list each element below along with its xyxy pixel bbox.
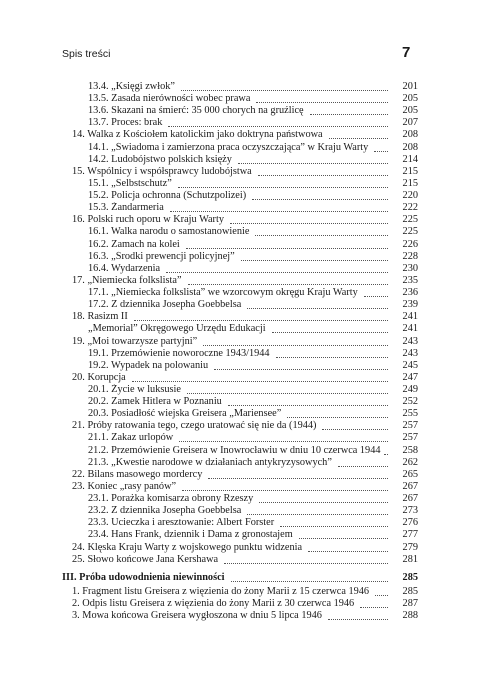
toc-leader-dots	[252, 198, 388, 200]
toc-entry	[88, 239, 418, 251]
toc-leader-dots	[280, 525, 388, 527]
toc-entry	[72, 420, 418, 432]
toc-leader-dots	[186, 247, 388, 249]
toc-entry-page: 247	[402, 371, 418, 383]
toc-entry-title: 15. Wspólnicy i współsprawcy ludobójstwa	[72, 165, 252, 177]
toc-entry-title: 15.1. „Selbstschutz”	[88, 177, 172, 189]
toc-entry-title: 13.5. Zasada nierówności wobec prawa	[88, 93, 251, 105]
toc-entry-page: 249	[402, 384, 418, 395]
toc-entry-page: 225	[402, 214, 418, 226]
toc-entry-title: 20. Korupcja	[72, 371, 126, 383]
toc-leader-dots	[168, 125, 388, 127]
toc-entry	[72, 275, 418, 287]
running-header-section: Spis treści	[62, 48, 111, 60]
toc-entry-page: 279	[402, 541, 418, 553]
toc-entry	[88, 226, 418, 238]
toc-leader-dots	[230, 222, 388, 224]
toc-leader-dots	[255, 234, 388, 236]
toc-entry-page: 276	[402, 517, 418, 529]
toc-leader-dots	[179, 440, 388, 442]
toc-leader-dots	[181, 89, 388, 91]
toc-leader-dots	[338, 465, 388, 467]
toc-entry	[88, 299, 418, 311]
toc-entry	[88, 493, 418, 505]
toc-leader-dots	[224, 562, 388, 564]
toc-leader-dots	[178, 186, 388, 188]
toc-entry-page: 236	[402, 287, 418, 299]
toc-entry-page: 241	[402, 311, 418, 323]
toc-entry-page: 267	[402, 480, 418, 492]
page-number: 7	[402, 44, 411, 61]
toc-leader-dots	[187, 392, 388, 394]
toc-leader-dots	[238, 162, 388, 164]
toc-entry	[88, 105, 418, 117]
toc-entry-title: „Memorial” Okręgowego Urzędu Edukacji	[88, 323, 266, 335]
toc-entry-page: 214	[402, 153, 418, 165]
toc-leader-dots	[329, 137, 388, 139]
toc-leader-dots	[322, 428, 388, 430]
toc-entry	[72, 166, 418, 178]
toc-entry-page: 267	[402, 493, 418, 505]
toc-entry	[88, 348, 418, 360]
toc-entry-page: 277	[402, 529, 418, 541]
toc-entry	[88, 505, 418, 517]
toc-entry	[88, 287, 418, 299]
toc-leader-dots	[132, 380, 388, 382]
toc-leader-dots	[231, 580, 388, 582]
toc-entry-page: 225	[402, 226, 418, 238]
toc-entry	[88, 93, 418, 105]
toc-entry	[88, 384, 418, 396]
toc-entry-page: 235	[402, 274, 418, 286]
toc-entry-title: 23.1. Porażka komisarza obrony Rzeszy	[88, 493, 254, 505]
toc-entry	[72, 469, 418, 481]
toc-leader-dots	[328, 618, 388, 620]
toc-entry-page: 285	[402, 585, 418, 597]
toc-entry-title: 20.3. Posiadłość wiejska Greisera „Mariensee”	[88, 408, 282, 420]
toc-entry	[88, 323, 418, 335]
toc-entry-title: 19.2. Wypadek na polowaniu	[88, 359, 209, 371]
toc-entry-title: 21.3. „Kwestie narodowe w działaniach antykryzysowych”	[88, 456, 332, 468]
toc-leader-dots	[299, 537, 388, 539]
toc-entry-title: 15.2. Policja ochronna (Schutzpolizei)	[88, 190, 247, 202]
toc-entry	[88, 142, 418, 154]
toc-entry-page: 243	[402, 335, 418, 347]
toc-entry	[88, 360, 418, 372]
toc-entry	[72, 372, 418, 384]
toc-entry	[72, 311, 418, 323]
toc-leader-dots	[256, 101, 388, 103]
toc-entry-title: 21.2. Przemówienie Greisera w Inowrocławiu w dniu 10 czerwca 1944	[88, 444, 381, 456]
toc-entry-page: 230	[402, 262, 418, 274]
toc-entry-page: 288	[402, 610, 418, 622]
toc-entry	[72, 481, 418, 493]
toc-entry	[72, 214, 418, 226]
toc-entry	[72, 586, 418, 598]
toc-leader-dots	[208, 477, 388, 479]
toc-leader-dots	[308, 550, 388, 552]
toc-entry-title: 25. Słowo końcowe Jana Kershawa	[72, 553, 219, 565]
toc-entry-page: 255	[402, 408, 418, 420]
toc-entry-page: 222	[402, 202, 418, 214]
toc-entry-page: 257	[402, 420, 418, 432]
toc-entry-page: 287	[402, 598, 418, 610]
toc-entry-page: 262	[402, 456, 418, 468]
toc-entry	[88, 251, 418, 263]
toc-entry-title: 16.1. Walka narodu o samostanowienie	[88, 226, 250, 238]
toc-entry-page: 273	[402, 505, 418, 517]
toc-entry	[88, 202, 418, 214]
toc-entry-page: 205	[402, 105, 418, 117]
toc-entry-page: 201	[402, 81, 418, 92]
toc-leader-dots	[182, 489, 388, 491]
toc-leader-dots	[272, 331, 388, 333]
toc-entry	[62, 572, 418, 584]
toc-entry-page: 205	[402, 93, 418, 105]
toc-entry-page: 257	[402, 432, 418, 444]
toc-entry-title: 20.2. Zamek Hitlera w Poznaniu	[88, 396, 222, 408]
toc-entry-page: 281	[402, 553, 418, 565]
toc-entry-title: 2. Odpis listu Greisera z więzienia do żony Marii z 30 czerwca 1946	[72, 598, 355, 610]
toc-leader-dots	[310, 113, 388, 115]
toc-entry-page: 239	[402, 299, 418, 311]
toc-entry-title: 3. Mowa końcowa Greisera wygłoszona w dniu 5 lipca 1946	[72, 610, 322, 622]
toc-entry-title: 23.2. Z dziennika Josepha Goebbelsa	[88, 505, 242, 517]
toc-leader-dots	[384, 453, 388, 455]
toc-entry-title: 16.3. „Środki prewencji policyjnej”	[88, 250, 235, 262]
toc-entry-page: 207	[402, 117, 418, 129]
toc-entry-title: 21. Próby ratowania tego, czego uratować się nie da (1944)	[72, 420, 317, 432]
toc-entry-title: 18. Rasizm II	[72, 311, 128, 323]
toc-entry-title: 17.1. „Niemiecka folkslista” we wzorcowym okręgu Kraju Warty	[88, 287, 358, 299]
toc-leader-dots	[203, 344, 388, 346]
toc-entry	[72, 610, 418, 622]
toc-leader-dots	[241, 259, 388, 261]
toc-entry-title: 15.3. Żandarmeria	[88, 202, 164, 214]
toc-leader-dots	[170, 210, 388, 212]
toc-entry	[72, 129, 418, 141]
toc-entry	[88, 408, 418, 420]
toc-entry-title: 14.2. Ludobójstwo polskich księży	[88, 153, 232, 165]
toc-entry-title: 23.4. Hans Frank, dziennik i Dama z gronostajem	[88, 529, 293, 541]
toc-entry	[88, 529, 418, 541]
toc-entry	[72, 542, 418, 554]
toc-entry	[88, 81, 418, 93]
toc-entry	[88, 154, 418, 166]
toc-leader-dots	[228, 404, 388, 406]
toc-entry-page: 226	[402, 238, 418, 250]
toc-entry-title: 14.1. „Świadoma i zamierzona praca oczyszczająca” w Kraju Warty	[88, 141, 369, 153]
toc-entry	[72, 554, 418, 566]
toc-entry-page: 220	[402, 190, 418, 202]
toc-entry-title: 19. „Moi towarzysze partyjni”	[72, 335, 198, 347]
toc-entry-title: 22. Bilans masowego mordercy	[72, 468, 203, 480]
toc-entry-title: 23. Koniec „rasy panów”	[72, 480, 177, 492]
toc-leader-dots	[188, 283, 388, 285]
toc-leader-dots	[166, 271, 388, 273]
toc-leader-dots	[247, 307, 388, 309]
toc-entry-page: 265	[402, 468, 418, 480]
toc-leader-dots	[247, 513, 388, 515]
toc-entry-page: 258	[402, 444, 418, 456]
toc-entry-page: 241	[402, 323, 418, 335]
toc-entry-title: 16. Polski ruch oporu w Kraju Warty	[72, 214, 224, 226]
toc-entry-title: 16.4. Wydarzenia	[88, 262, 161, 274]
toc-leader-dots	[259, 501, 388, 503]
toc-entry	[88, 517, 418, 529]
toc-entry-title: III. Próba udowodnienia niewinności	[62, 571, 225, 583]
toc-entry-title: 1. Fragment listu Greisera z więzienia do żony Marii z 15 czerwca 1946	[72, 585, 370, 597]
toc-entry	[88, 396, 418, 408]
toc-entry-title: 13.6. Skazani na śmierć: 35 000 chorych na gruźlicę	[88, 105, 304, 117]
toc-entry	[88, 432, 418, 444]
toc-entry-page: 215	[402, 177, 418, 189]
toc-entry-title: 13.7. Proces: brak	[88, 117, 163, 129]
toc-entry-title: 14. Walka z Kościołem katolickim jako doktryna państwowa	[72, 129, 323, 141]
toc-entry-page: 252	[402, 396, 418, 408]
toc-leader-dots	[374, 150, 388, 152]
toc-leader-dots	[364, 295, 388, 297]
toc-leader-dots	[214, 368, 388, 370]
toc-entry-title: 20.1. Życie w luksusie	[88, 384, 181, 395]
toc-entry	[88, 117, 418, 129]
toc-entry	[88, 178, 418, 190]
toc-entry-title: 24. Klęska Kraju Warty z wojskowego punktu widzenia	[72, 541, 303, 553]
toc-leader-dots	[134, 319, 388, 321]
toc-entry-title: 16.2. Zamach na kolei	[88, 238, 180, 250]
toc-entry-page: 228	[402, 250, 418, 262]
toc-leader-dots	[276, 356, 388, 358]
toc-leader-dots	[287, 416, 388, 418]
toc-entry-page: 208	[402, 129, 418, 141]
toc-leader-dots	[258, 174, 388, 176]
toc-leader-dots	[375, 594, 388, 596]
toc-entry-page: 243	[402, 347, 418, 359]
toc-entry	[88, 263, 418, 275]
toc-entry	[88, 457, 418, 469]
toc-entry	[88, 445, 418, 457]
toc-entry-title: 13.4. „Księgi zwłok”	[88, 81, 175, 92]
toc-entry-page: 285	[402, 571, 418, 583]
toc-entry	[72, 598, 418, 610]
toc-entry-page: 245	[402, 359, 418, 371]
toc-entry-title: 19.1. Przemówienie noworoczne 1943/1944	[88, 347, 270, 359]
toc-entry-title: 23.3. Ucieczka i aresztowanie: Albert Forster	[88, 517, 275, 529]
toc-entry-page: 215	[402, 165, 418, 177]
toc-entry-page: 208	[402, 141, 418, 153]
toc-leader-dots	[360, 606, 388, 608]
toc-entry-title: 17. „Niemiecka folkslista”	[72, 274, 182, 286]
toc-entry	[88, 190, 418, 202]
toc-entry-title: 17.2. Z dziennika Josepha Goebbelsa	[88, 299, 242, 311]
toc-entry-title: 21.1. Zakaz urlopów	[88, 432, 174, 444]
toc-entry	[72, 336, 418, 348]
